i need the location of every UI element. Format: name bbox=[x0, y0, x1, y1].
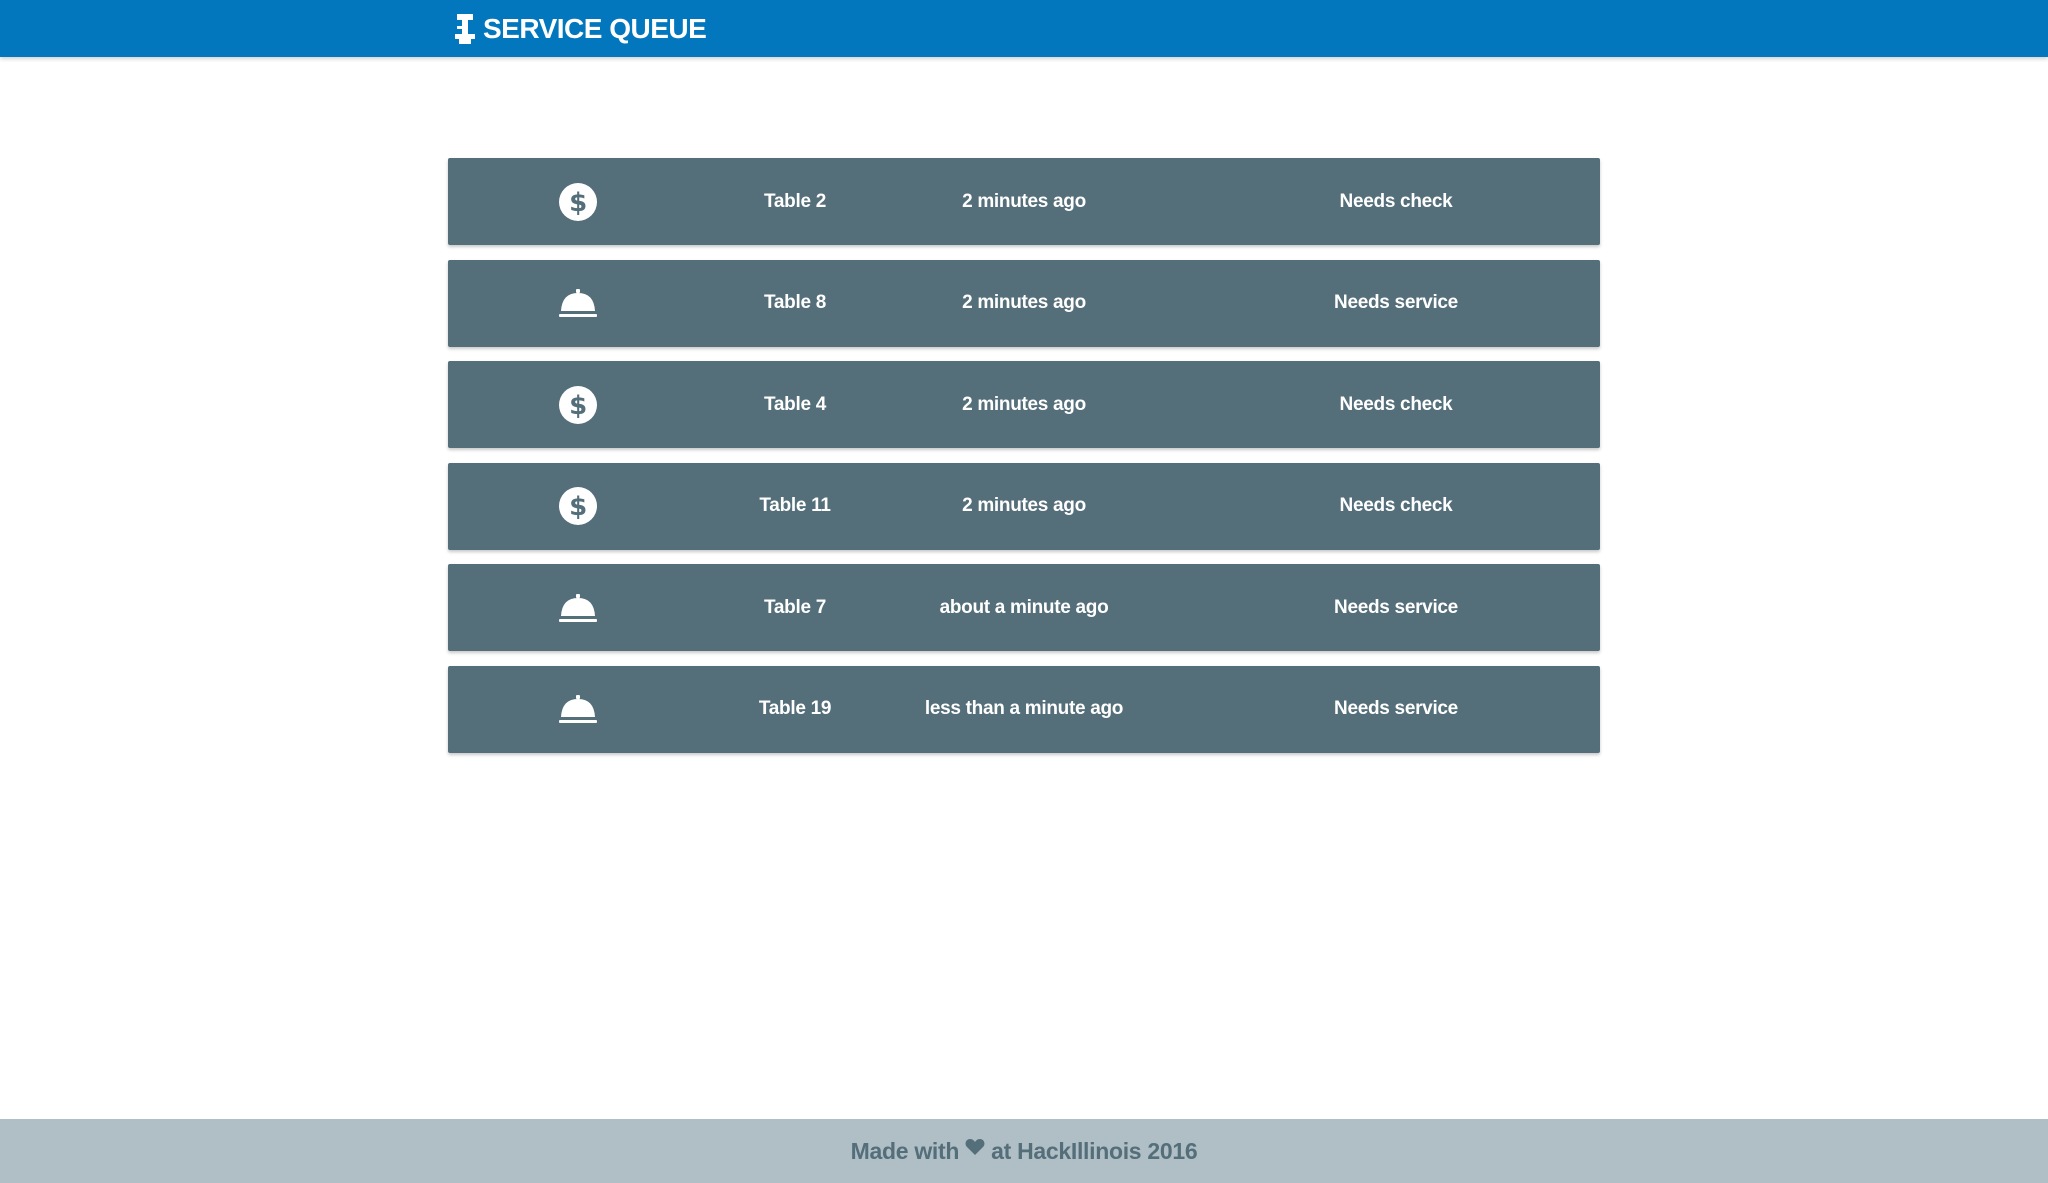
table-label: Table 8 bbox=[764, 292, 826, 314]
footer bbox=[0, 1119, 2048, 1183]
queue-item[interactable] bbox=[448, 158, 1600, 245]
queue-item[interactable] bbox=[448, 463, 1600, 550]
request-status: Needs check bbox=[1339, 190, 1453, 212]
restaurant-logo-icon bbox=[455, 14, 475, 44]
heart-icon bbox=[965, 1138, 985, 1156]
queue-item[interactable] bbox=[448, 666, 1600, 753]
request-status: Needs check bbox=[1339, 495, 1453, 517]
cloche-icon bbox=[558, 588, 598, 628]
footer-suffix: at HackIllinois 2016 bbox=[991, 1137, 1198, 1164]
queue-item[interactable] bbox=[448, 260, 1600, 347]
request-status: Needs service bbox=[1334, 698, 1458, 720]
dollar-icon bbox=[558, 486, 598, 526]
request-status: Needs check bbox=[1339, 393, 1453, 415]
brand-link[interactable] bbox=[455, 0, 706, 57]
queue-item[interactable] bbox=[448, 361, 1600, 448]
request-time: 2 minutes ago bbox=[962, 393, 1086, 415]
dollar-icon bbox=[558, 385, 598, 425]
request-status: Needs service bbox=[1334, 292, 1458, 314]
service-queue-list bbox=[448, 158, 1600, 768]
navbar bbox=[0, 0, 2048, 57]
dollar-icon bbox=[558, 182, 598, 222]
request-time: 2 minutes ago bbox=[962, 495, 1086, 517]
cloche-icon bbox=[558, 283, 598, 323]
app-title: SERVICE QUEUE bbox=[483, 13, 707, 44]
table-label: Table 2 bbox=[764, 190, 826, 212]
request-time: 2 minutes ago bbox=[962, 292, 1086, 314]
footer-prefix: Made with bbox=[850, 1137, 960, 1164]
table-label: Table 7 bbox=[764, 596, 826, 618]
request-time: less than a minute ago bbox=[924, 698, 1124, 720]
table-label: Table 11 bbox=[759, 495, 831, 517]
queue-item[interactable] bbox=[448, 564, 1600, 651]
table-label: Table 19 bbox=[758, 698, 832, 720]
svg-text:$: $ bbox=[569, 492, 587, 523]
request-time: about a minute ago bbox=[939, 596, 1109, 618]
svg-text:$: $ bbox=[569, 390, 587, 421]
svg-text:$: $ bbox=[569, 187, 587, 218]
request-time: 2 minutes ago bbox=[962, 190, 1086, 212]
cloche-icon bbox=[558, 689, 598, 729]
request-status: Needs service bbox=[1334, 596, 1458, 618]
table-label: Table 4 bbox=[764, 393, 826, 415]
